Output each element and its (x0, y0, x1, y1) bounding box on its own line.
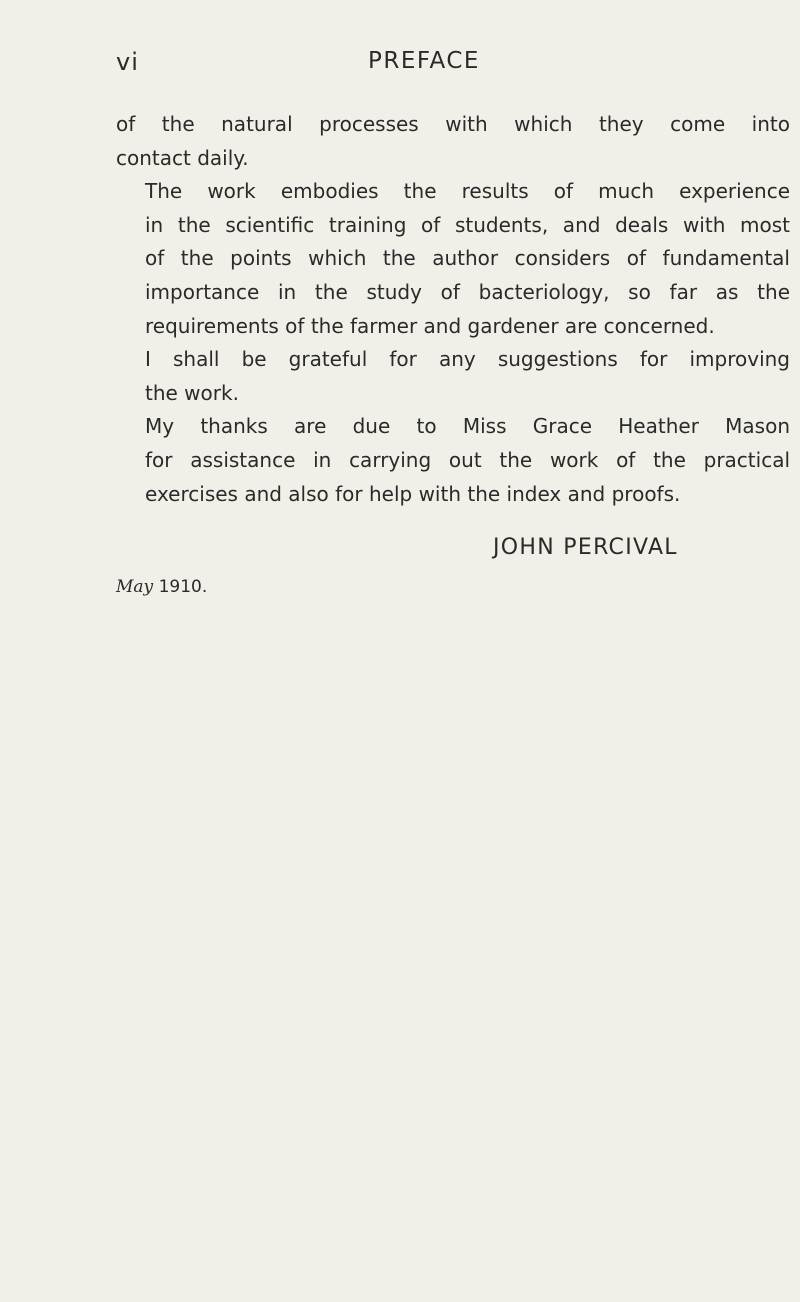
page-number: vi (116, 48, 139, 76)
paragraph-work-description (116, 175, 790, 343)
date-month: May (116, 577, 154, 597)
preface-date (116, 577, 207, 597)
running-head (0, 48, 800, 88)
text-line: I shall be grateful for any suggestions for improving (145, 347, 790, 372)
text-line: My thanks are due to Miss Grace Heather Mason (145, 414, 790, 439)
paragraph-continuation (116, 108, 790, 175)
text-line: the work. (145, 380, 239, 405)
running-title: PREFACE (368, 48, 480, 74)
text-line: contact daily. (116, 145, 249, 170)
preface-body (116, 108, 790, 511)
paragraph-suggestions (116, 343, 790, 410)
author-signature: JOHN PERCIVAL (493, 535, 678, 560)
paragraph-thanks (116, 410, 790, 511)
text-line: of the natural processes with which they come into (116, 112, 790, 136)
text-line: importance in the study of bacteriology, so far as the (145, 279, 790, 304)
text-line: The work embodies the results of much experience (145, 179, 790, 204)
text-line: in the scientific training of students, and deals with most (145, 212, 790, 237)
text-line: exercises and also for help with the index and proofs. (145, 481, 681, 506)
text-line: of the points which the author considers of fundamental (145, 246, 790, 271)
text-line: for assistance in carrying out the work of the practical (145, 447, 790, 472)
text-line: requirements of the farmer and gardener are concerned. (145, 313, 715, 338)
date-year: 1910. (158, 577, 208, 597)
